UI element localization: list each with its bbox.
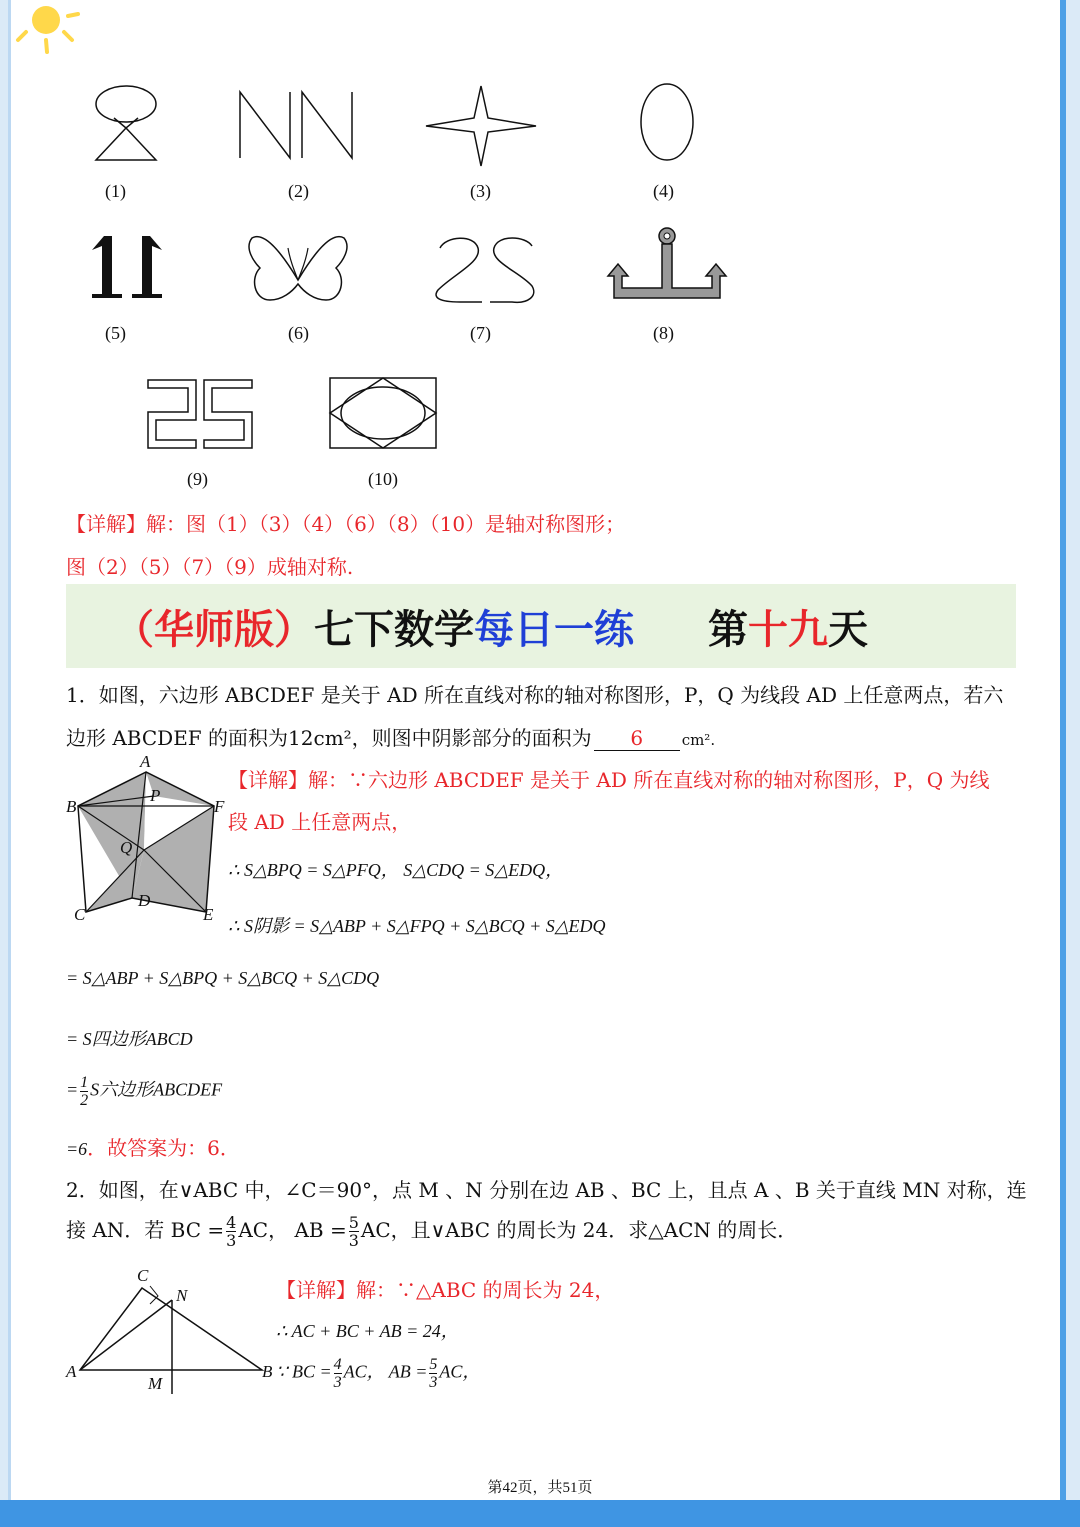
q1-label-c: C bbox=[74, 905, 86, 924]
q1-label-p: P bbox=[150, 786, 161, 805]
q1-detail-line-1: 【详解】解：∵六边形 ABCDEF 是关于 AD 所在直线对称的轴对称图形，P，Q 为线 bbox=[228, 768, 990, 792]
q1-label-d: D bbox=[138, 891, 151, 910]
q1-line-2-text: 边形 ABCDEF 的面积为12cm²，则图中阴影部分的面积为 bbox=[66, 726, 592, 750]
figure-8 bbox=[604, 226, 730, 308]
q1-eq-5-numerator: 1 bbox=[80, 1074, 89, 1091]
figure-5 bbox=[84, 232, 170, 302]
figure-caption-1: (1) bbox=[105, 181, 126, 201]
q2-detail-line-1: 【详解】解：∵△ABC 的周长为 24， bbox=[276, 1278, 615, 1302]
q2-label-c: C bbox=[137, 1266, 149, 1285]
q2-eq-2-a: ∵ BC = bbox=[276, 1361, 332, 1382]
q2-line-2-a: 接 AN．若 BC = bbox=[66, 1218, 225, 1242]
figure-2 bbox=[236, 88, 358, 162]
q1-label-a: A bbox=[140, 752, 151, 771]
q1-label-f: F bbox=[214, 797, 225, 816]
banner-edition: （华师版） bbox=[114, 606, 314, 653]
q2-eq-2-f1-den: 3 bbox=[333, 1374, 342, 1391]
q2-eq-2-f2-num: 5 bbox=[429, 1356, 438, 1373]
q2-line-2-b: AC， AB = bbox=[238, 1218, 347, 1242]
q1-final-answer: ．故答案为：6． bbox=[87, 1136, 240, 1160]
q2-label-m: M bbox=[148, 1374, 163, 1393]
figure-caption-7: (7) bbox=[470, 323, 491, 343]
bottom-strip bbox=[0, 1500, 1080, 1527]
q1-answer: 6 bbox=[630, 726, 644, 750]
q2-eq-2 bbox=[276, 1356, 480, 1391]
q2-fraction-1-num: 4 bbox=[226, 1213, 237, 1232]
q2-fraction-2-den: 3 bbox=[348, 1231, 359, 1250]
q2-line-1: 2．如图，在∨ABC 中，∠C＝90°，点 M 、N 分别在边 AB 、BC 上，且点 A 、B 关于直线 MN 对称，连 bbox=[66, 1178, 1027, 1202]
figure-caption-3: (3) bbox=[470, 181, 491, 201]
figure-6 bbox=[246, 230, 350, 304]
answer-line-2: 图（2）（5）（7）（9）成轴对称. bbox=[66, 555, 354, 579]
q1-answer-blank bbox=[594, 726, 680, 751]
q1-eq-6-value: =6 bbox=[66, 1139, 88, 1159]
q2-eq-2-c: AC， bbox=[439, 1361, 481, 1382]
q2-eq-1: ∴ AC + BC + AB = 24， bbox=[276, 1321, 459, 1341]
banner-subject: 七下数学 bbox=[314, 606, 474, 653]
q2-line-2 bbox=[66, 1214, 797, 1249]
q1-eq-5 bbox=[66, 1074, 222, 1109]
q2-fraction-1-den: 3 bbox=[226, 1231, 237, 1250]
q1-eq-4: = S四边形ABCD bbox=[66, 1029, 193, 1049]
q1-label-q: Q bbox=[120, 838, 133, 857]
q2-fraction-2-num: 5 bbox=[348, 1213, 359, 1232]
banner-day-number: 十九 bbox=[748, 606, 828, 653]
page-footer: 第42页，共51页 bbox=[487, 1480, 593, 1496]
q1-detail-line-2: 段 AD 上任意两点， bbox=[228, 810, 412, 834]
q1-eq-5-prefix: = bbox=[66, 1079, 79, 1100]
q2-label-a: A bbox=[66, 1362, 77, 1381]
figure-caption-10: (10) bbox=[368, 469, 398, 489]
q1-eq-5-rest: S六边形ABCDEF bbox=[90, 1079, 223, 1100]
q1-eq-3: = S△ABP + S△BPQ + S△BCQ + S△CDQ bbox=[66, 968, 380, 988]
q1-eq-2: ∴ S阴影 = S△ABP + S△FPQ + S△BCQ + S△EDQ bbox=[228, 916, 606, 936]
q2-eq-2-fraction-2 bbox=[429, 1356, 437, 1391]
q1-eq-5-denominator: 2 bbox=[80, 1092, 89, 1109]
banner-day-prefix: 第 bbox=[708, 606, 748, 653]
q1-line-2 bbox=[66, 722, 715, 751]
figure-4 bbox=[636, 80, 698, 164]
q2-fraction-1 bbox=[226, 1214, 236, 1249]
answer-line-1: 【详解】解：图（1）（3）（4）（6）（8）（10）是轴对称图形； bbox=[66, 512, 626, 536]
q1-label-b: B bbox=[66, 797, 77, 816]
figure-caption-4: (4) bbox=[653, 181, 674, 201]
q2-eq-2-b: AC， AB = bbox=[343, 1361, 428, 1382]
q1-label-e: E bbox=[203, 905, 214, 924]
figure-caption-6: (6) bbox=[288, 323, 309, 343]
banner-daily: 每日一练 bbox=[474, 606, 634, 653]
q1-line-1: 1．如图，六边形 ABCDEF 是关于 AD 所在直线对称的轴对称图形，P，Q 为线段 AD 上任意两点，若六 bbox=[66, 683, 1004, 707]
q2-label-n: N bbox=[176, 1286, 188, 1305]
figure-caption-8: (8) bbox=[653, 323, 674, 343]
figure-caption-2: (2) bbox=[288, 181, 309, 201]
banner-day-suffix: 天 bbox=[828, 606, 868, 653]
q2-eq-2-f2-den: 3 bbox=[429, 1374, 438, 1391]
figure-7 bbox=[430, 234, 542, 306]
q1-eq-5-fraction bbox=[80, 1074, 88, 1109]
figure-3 bbox=[424, 84, 538, 168]
figure-10 bbox=[326, 374, 440, 452]
title-banner bbox=[66, 584, 1016, 668]
q1-eq-1: ∴ S△BPQ = S△PFQ， S△CDQ = S△EDQ， bbox=[228, 860, 564, 880]
q2-label-b: B bbox=[262, 1362, 273, 1381]
sun-icon bbox=[14, 0, 84, 60]
q2-triangle-figure bbox=[74, 1282, 273, 1398]
q1-unit: cm². bbox=[681, 731, 716, 749]
q2-eq-2-fraction-1 bbox=[334, 1356, 342, 1391]
q2-fraction-2 bbox=[349, 1214, 359, 1249]
q2-eq-2-f1-num: 4 bbox=[333, 1356, 342, 1373]
figure-caption-9: (9) bbox=[187, 469, 208, 489]
figure-9 bbox=[144, 376, 256, 452]
figure-caption-5: (5) bbox=[105, 323, 126, 343]
q1-eq-6 bbox=[66, 1132, 240, 1161]
q2-line-2-c: AC，且∨ABC 的周长为 24．求△ACN 的周长． bbox=[360, 1218, 798, 1242]
figure-1 bbox=[90, 82, 162, 166]
